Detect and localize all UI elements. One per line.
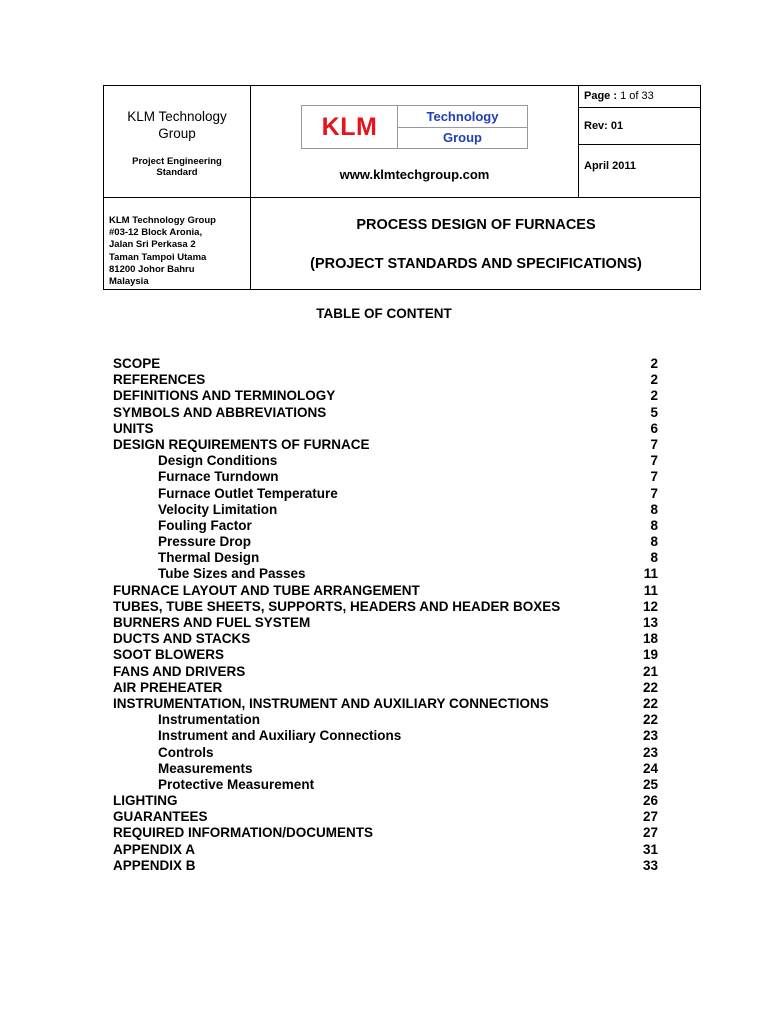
toc-entry-label: Instrument and Auxiliary Connections <box>158 728 402 744</box>
toc-entry-label: APPENDIX B <box>113 857 196 873</box>
klm-logo <box>301 105 528 149</box>
toc-entry-label: SOOT BLOWERS <box>113 647 224 663</box>
toc-entry[interactable] <box>113 566 658 582</box>
toc-entry-label: Velocity Limitation <box>158 501 278 517</box>
toc-entry-page: 22 <box>642 712 658 728</box>
company-address: KLM Technology Group #03-12 Block Aronia, Jalan Sri Perkasa 2 Taman Tampoi Utama 81200 Johor Bahru Malaysia <box>109 215 216 288</box>
toc-entry-page: 2 <box>650 388 658 404</box>
header-table <box>103 85 701 290</box>
toc-entry-page: 2 <box>650 372 658 388</box>
toc-entry[interactable] <box>113 421 658 437</box>
toc-entry[interactable] <box>113 502 658 518</box>
toc-entry-label: Thermal Design <box>158 550 260 566</box>
toc-entry-label: APPENDIX A <box>113 841 196 857</box>
toc-entry[interactable] <box>113 809 658 825</box>
toc-entry-page: 8 <box>650 550 658 566</box>
toc-entry[interactable] <box>113 599 658 615</box>
toc-entry-page: 27 <box>642 809 658 825</box>
toc-entry-page: 12 <box>642 598 658 614</box>
revision: Rev: 01 <box>584 120 624 132</box>
toc-heading: TABLE OF CONTENT <box>316 306 452 321</box>
toc-entry-label: Tube Sizes and Passes <box>158 566 306 582</box>
toc-entry-page: 18 <box>642 631 658 647</box>
toc-entry[interactable] <box>113 437 658 453</box>
toc-entry-page: 8 <box>650 534 658 550</box>
toc-entry-label: Protective Measurement <box>158 776 315 792</box>
toc-entry-page: 8 <box>650 501 658 517</box>
toc-entry[interactable] <box>113 583 658 599</box>
toc-entry[interactable] <box>113 615 658 631</box>
toc-entry[interactable] <box>113 486 658 502</box>
toc-entry-page: 7 <box>650 453 658 469</box>
toc-entry[interactable] <box>113 405 658 421</box>
toc-entry-label: AIR PREHEATER <box>113 679 223 695</box>
toc-entry[interactable] <box>113 647 658 663</box>
toc-entry-label: DESIGN REQUIREMENTS OF FURNACE <box>113 436 370 452</box>
toc-entry-label: Controls <box>158 744 214 760</box>
toc-entry[interactable] <box>113 825 658 841</box>
toc-entry-page: 11 <box>643 566 658 582</box>
toc-entry[interactable] <box>113 388 658 404</box>
header-divider <box>578 86 579 197</box>
toc-entry-page: 5 <box>650 404 658 420</box>
toc-entry-page: 23 <box>642 744 658 760</box>
toc-entry-page: 22 <box>642 695 658 711</box>
header-divider <box>578 107 700 108</box>
toc-entry-page: 22 <box>642 679 658 695</box>
toc-entry-page: 7 <box>650 485 658 501</box>
toc-entry-page: 31 <box>642 841 658 857</box>
toc-entry-page: 23 <box>642 728 658 744</box>
toc-entry-label: REFERENCES <box>113 372 206 388</box>
table-of-contents <box>113 356 658 874</box>
toc-entry-page: 19 <box>642 647 658 663</box>
toc-entry-label: UNITS <box>113 420 154 436</box>
toc-entry[interactable] <box>113 793 658 809</box>
toc-entry[interactable] <box>113 680 658 696</box>
toc-entry[interactable] <box>113 534 658 550</box>
toc-entry-label: REQUIRED INFORMATION/DOCUMENTS <box>113 825 373 841</box>
standard-type: Project Engineering Standard <box>132 156 222 178</box>
logo-klm-text: KLM <box>302 106 398 148</box>
toc-entry-label: DEFINITIONS AND TERMINOLOGY <box>113 388 336 404</box>
toc-entry-label: BURNERS AND FUEL SYSTEM <box>113 615 311 630</box>
toc-entry-page: 7 <box>650 436 658 452</box>
toc-entry-label: Furnace Turndown <box>158 469 279 485</box>
toc-entry[interactable] <box>113 858 658 874</box>
toc-entry-page: 24 <box>642 760 658 776</box>
toc-entry-page: 21 <box>642 663 658 679</box>
toc-entry-page: 25 <box>642 776 658 792</box>
toc-entry[interactable] <box>113 518 658 534</box>
logo-technology-text: Technology <box>398 106 527 128</box>
toc-entry[interactable] <box>113 664 658 680</box>
toc-entry-page: 11 <box>643 582 658 598</box>
toc-entry-label: SYMBOLS AND ABBREVIATIONS <box>113 404 327 420</box>
toc-entry[interactable] <box>113 372 658 388</box>
header-divider <box>104 197 700 198</box>
toc-entry-label: GUARANTEES <box>113 809 208 825</box>
toc-entry-page: 13 <box>642 615 658 630</box>
toc-entry[interactable] <box>113 469 658 485</box>
toc-entry-page: 8 <box>650 517 658 533</box>
toc-entry-label: TUBES, TUBE SHEETS, SUPPORTS, HEADERS AND HEADER BOXES <box>113 598 561 614</box>
toc-entry-label: Pressure Drop <box>158 534 252 550</box>
header-divider <box>578 144 700 145</box>
toc-entry-label: Design Conditions <box>158 453 278 469</box>
toc-entry-page: 26 <box>642 793 658 809</box>
toc-entry-label: Instrumentation <box>158 712 261 728</box>
company-name: KLM Technology Group <box>127 109 227 141</box>
toc-entry[interactable] <box>113 550 658 566</box>
toc-entry-page: 27 <box>642 825 658 841</box>
toc-entry-label: FANS AND DRIVERS <box>113 663 246 679</box>
toc-entry-label: Measurements <box>158 760 253 776</box>
toc-entry[interactable] <box>113 728 658 744</box>
toc-entry-label: INSTRUMENTATION, INSTRUMENT AND AUXILIARY CONNECTIONS <box>113 695 549 711</box>
website-url: www.klmtechgroup.com <box>339 167 490 182</box>
toc-entry[interactable] <box>113 761 658 777</box>
page-number: Page : 1 of 33 <box>584 90 654 102</box>
toc-entry-label: FURNACE LAYOUT AND TUBE ARRANGEMENT <box>113 582 420 598</box>
document-title: PROCESS DESIGN OF FURNACES <box>356 217 596 233</box>
toc-entry-page: 2 <box>650 356 658 371</box>
toc-entry[interactable] <box>113 453 658 469</box>
document-subtitle: (PROJECT STANDARDS AND SPECIFICATIONS) <box>310 256 642 272</box>
toc-entry-label: LIGHTING <box>113 793 178 809</box>
toc-entry[interactable] <box>113 777 658 793</box>
toc-entry[interactable] <box>113 745 658 761</box>
toc-entry-label: Fouling Factor <box>158 517 252 533</box>
toc-entry-page: 33 <box>642 857 658 873</box>
toc-entry-label: SCOPE <box>113 356 161 371</box>
toc-entry[interactable] <box>113 356 658 372</box>
toc-entry-label: DUCTS AND STACKS <box>113 631 251 647</box>
toc-entry[interactable] <box>113 631 658 647</box>
toc-entry-label: Furnace Outlet Temperature <box>158 485 338 501</box>
toc-entry-page: 6 <box>650 420 658 436</box>
toc-entry-page: 7 <box>650 469 658 485</box>
toc-entry[interactable] <box>113 696 658 712</box>
toc-entry[interactable] <box>113 842 658 858</box>
toc-entry[interactable] <box>113 712 658 728</box>
logo-group-text: Group <box>443 130 482 146</box>
issue-date: April 2011 <box>584 160 636 172</box>
